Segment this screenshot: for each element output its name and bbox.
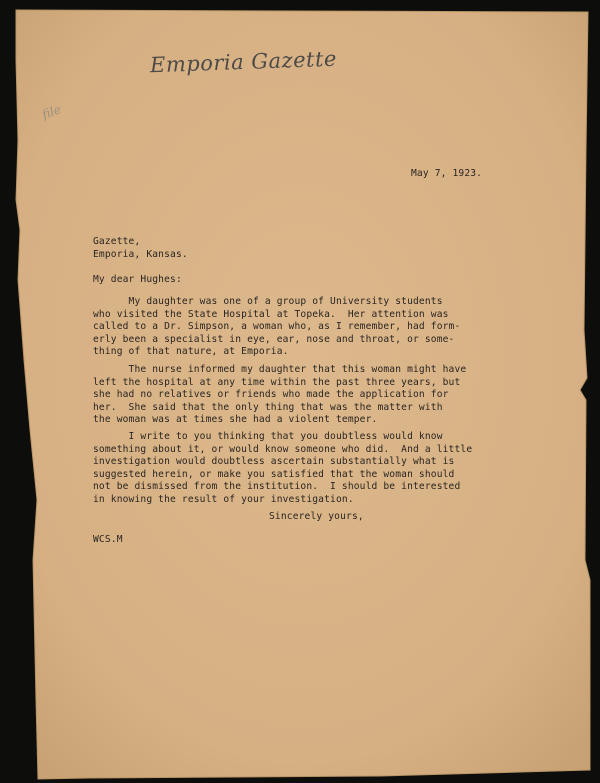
salutation: My dear Hughes: <box>93 274 182 285</box>
closing: Sincerely yours, <box>269 511 364 522</box>
margin-mark: file <box>40 102 63 122</box>
paragraph-2: The nurse informed my daughter that this woman might have left the hospital at any time within the past three years, but she had no relatives or friends who made the application for her. She said that the only thing that was the matter with the woman was at times she had a violent temper. <box>93 364 467 425</box>
letter-date: May 7, 1923. <box>411 168 483 179</box>
paragraph-1: My daughter was one of a group of University students who visited the State Hospital at Topeka. Her attention was called to a Dr. Simpson, a woman who, as I remember, had form- erly been a specialist in eye, ear, nose and throat, or some- thing of that nature, at Emporia. <box>93 296 461 357</box>
addressee-line-1: Gazette, <box>93 236 141 247</box>
typist-initials: WCS.M <box>93 534 123 545</box>
paragraph-3: I write to you thinking that you doubtless would know something about it, or would know someone who did. And a little investigation would doubtless ascertain substantially what is suggested herein, or make you satisfied that the woman should not be dismissed from the institution. I should be interested in knowing the result of your investigation. <box>93 431 473 505</box>
edge-notch <box>593 505 600 512</box>
handwritten-title: Emporia Gazette <box>149 46 338 78</box>
addressee-line-2: Emporia, Kansas. <box>93 249 188 260</box>
